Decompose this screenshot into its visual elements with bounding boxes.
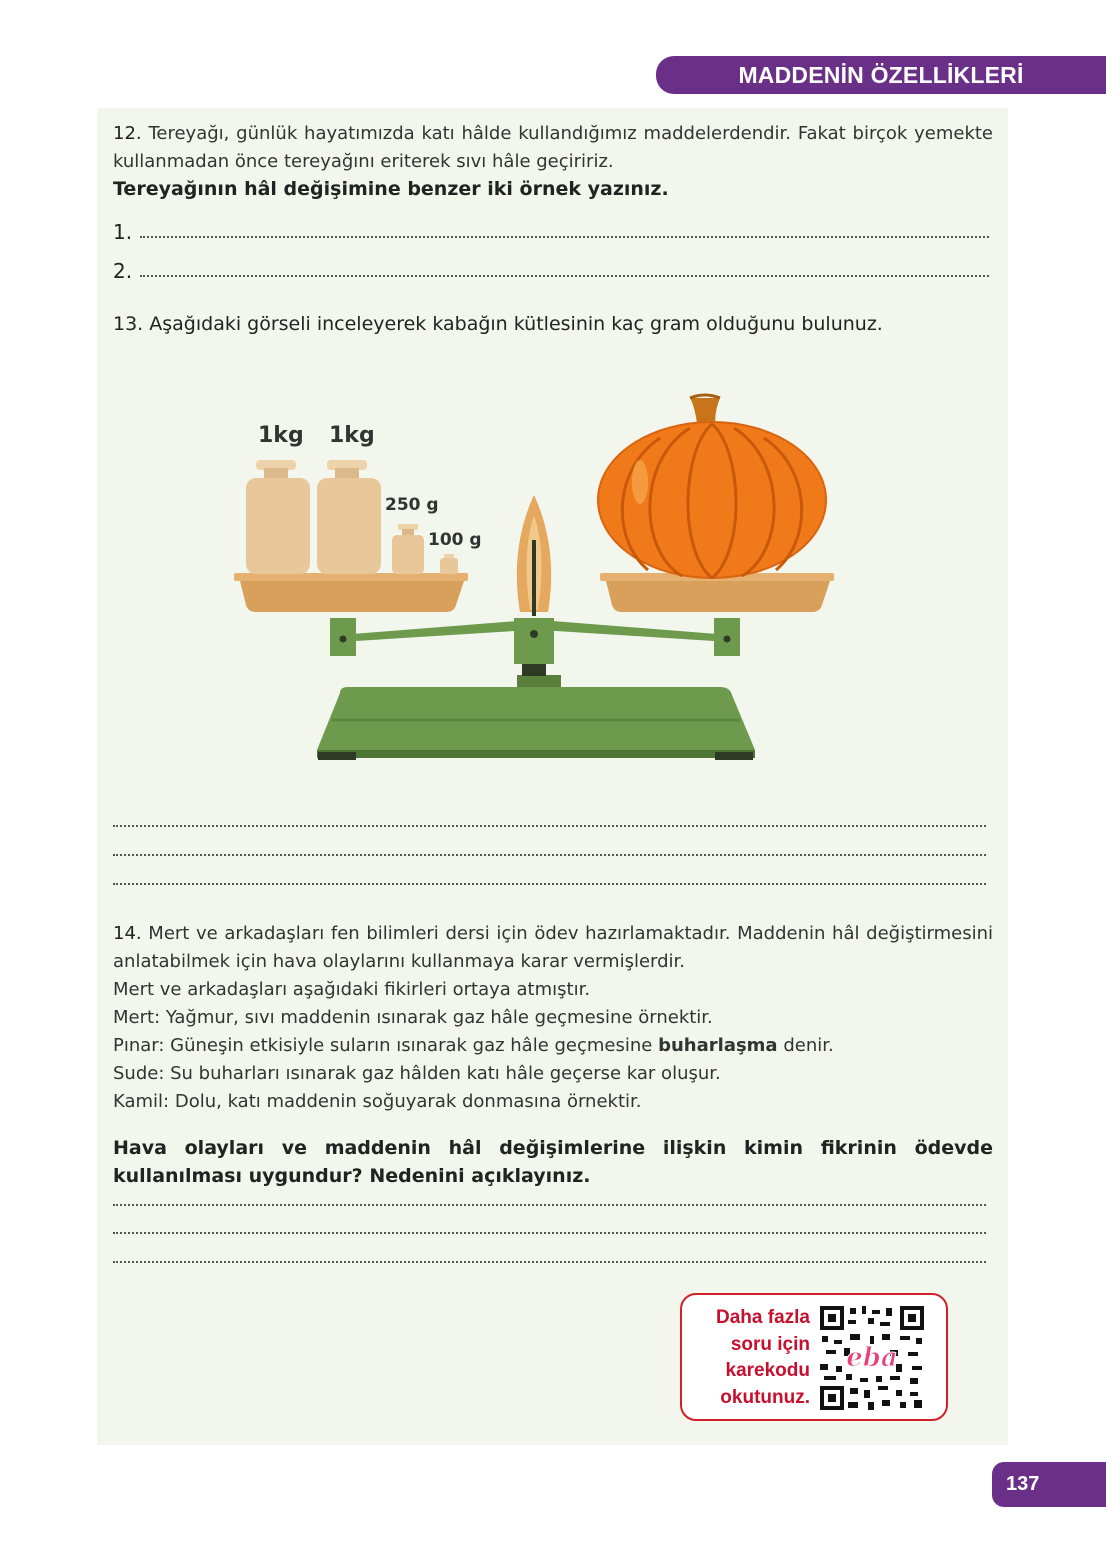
answer-line-1[interactable] (113, 220, 989, 244)
answer-line-2-label: 2. (113, 259, 133, 283)
answer-line-14-2[interactable] (113, 1232, 986, 1234)
idea-mert: Mert: Yağmur, sıvı maddenin ısınarak gaz hâle geçmesine örnektir. (113, 1007, 713, 1028)
label-1kg-b: 1kg (329, 423, 375, 448)
qr-code-icon[interactable] (820, 1306, 924, 1410)
worksheet-panel (97, 108, 1008, 1445)
answer-line-1-label: 1. (113, 220, 133, 244)
label-250g: 250 g (385, 495, 439, 515)
question-12-body: Tereyağı, günlük hayatımızda katı hâlde kullandığımız maddelerdendir. Fakat birçok yemekte kullanmadan önce tereyağını eriterek sıvı hâle geçiririz. (113, 123, 993, 172)
eba-logo: eba (846, 1343, 898, 1373)
balance-scale-illustration (220, 390, 860, 770)
answer-line-13-3[interactable] (113, 883, 986, 885)
weight-1kg-b (317, 460, 381, 574)
question-12-prompt: Tereyağının hâl değişimine benzer iki örnek yazınız. (113, 178, 669, 200)
question-14-number: 14. (113, 923, 142, 944)
answer-line-13-2[interactable] (113, 854, 986, 856)
qr-info-box (680, 1293, 948, 1421)
weights-group (246, 460, 458, 574)
weight-1kg-a (246, 460, 310, 574)
question-14-line2: Mert ve arkadaşları aşağıdaki fikirleri ortaya atmıştır. (113, 979, 591, 1000)
label-1kg-a: 1kg (258, 423, 304, 448)
left-pan (234, 573, 468, 612)
idea-sude: Sude: Su buharları ısınarak gaz hâlden katı hâle geçerse kar oluşur. (113, 1063, 721, 1084)
question-12-text (113, 120, 993, 176)
answer-line-14-3[interactable] (113, 1261, 986, 1263)
question-14-prompt: Hava olayları ve maddenin hâl değişimlerine ilişkin kimin fikrinin ödevde kullanılması uygundur? Nedenini açıklayınız. (113, 1137, 993, 1187)
label-100g: 100 g (428, 530, 482, 550)
scale-base (317, 675, 755, 760)
question-14-intro: Mert ve arkadaşları fen bilimleri dersi için ödev hazırlamaktadır. Maddenin hâl değiştirmesini anlatabilmek için hava olaylarını kullanmaya karar vermişlerdir. (113, 923, 993, 972)
question-13-prompt: 13. Aşağıdaki görseli inceleyerek kabağın kütlesinin kaç gram olduğunu bulunuz. (113, 313, 883, 335)
answer-line-14-1[interactable] (113, 1204, 986, 1206)
idea-kamil: Kamil: Dolu, katı maddenin soğuyarak donmasına örnektir. (113, 1091, 642, 1112)
weight-250g (392, 524, 424, 574)
scale-pointer (517, 495, 551, 616)
qr-caption: Daha fazla soru için karekodu okutunuz. (716, 1307, 810, 1408)
question-12-number: 12. (113, 123, 142, 144)
weight-100g (440, 554, 458, 574)
keyword-buharlasma: buharlaşma (658, 1035, 778, 1056)
idea-pinar: Pınar: Güneşin etkisiyle suların ısınarak gaz hâle geçmesine buharlaşma denir. (113, 1035, 834, 1056)
page-number: 137 (992, 1462, 1106, 1507)
section-title: MADDENİN ÖZELLİKLERİ (738, 61, 1024, 88)
answer-line-2[interactable] (113, 259, 989, 283)
answer-line-13-1[interactable] (113, 825, 986, 827)
pumpkin (598, 395, 826, 578)
section-title-banner (656, 56, 1106, 94)
question-14-text (113, 920, 993, 1116)
